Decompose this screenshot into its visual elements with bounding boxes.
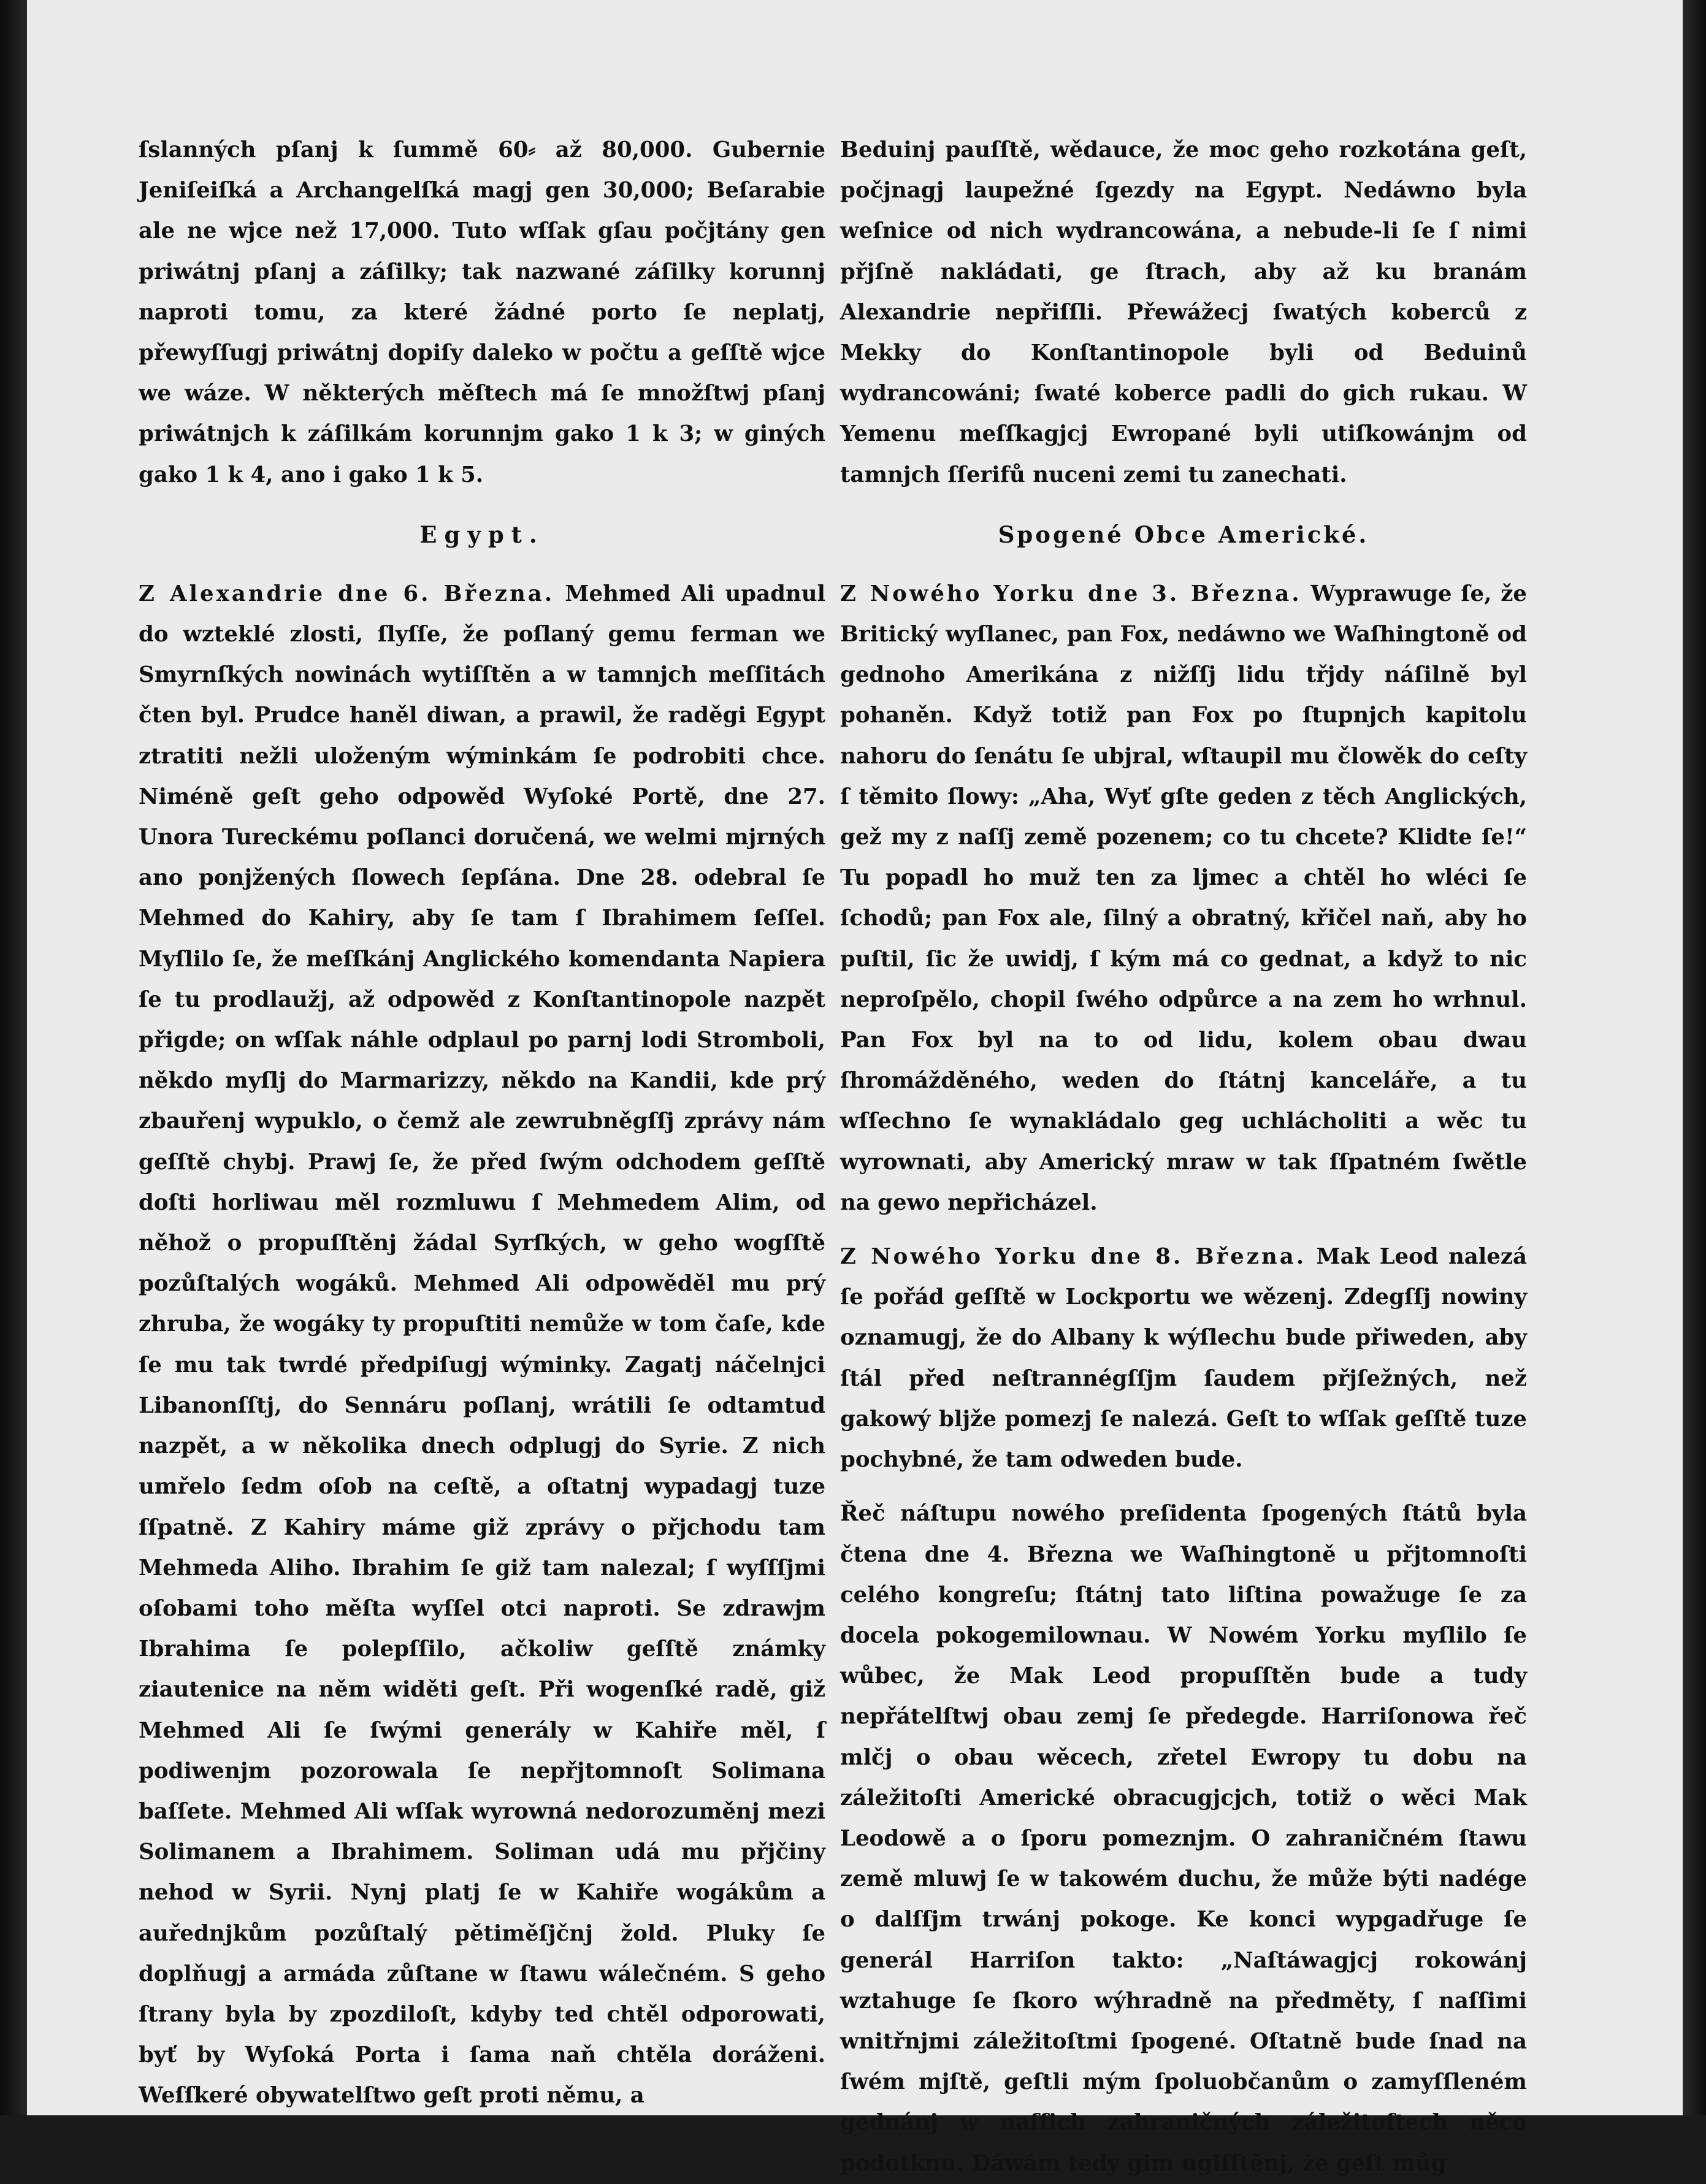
paragraph-gap xyxy=(840,1480,1527,1494)
section-heading-united-states: Spogené Obce Americké. xyxy=(998,521,1369,548)
left-column xyxy=(139,130,825,2117)
scan-border-right xyxy=(1683,0,1706,2115)
paragraph-gap xyxy=(840,1223,1527,1237)
right-intro-paragraph: Beduinj pauſſtě, wědauce, že moc geho rozkotána geſt, počjnagj laupežné ſgezdy na Egypt. Nedáwno byla weſnice od nich wydrancowána, a nebude-li ſe ſ nimi přjſně nakládati, ge ſtrach, aby až ku branám Alexandrie nepřiſſli. Přewážecj ſwatých koberců z Mekky do Konſtantinopole byli od Beduinů wydrancowáni; ſwaté koberce padli do gich rukau. W Yemenu meſſkagjcj Ewropané byli utiſkowánjm od tamnjch ſſerifů nuceni zemi tu zanechati. xyxy=(840,137,1527,487)
new-york-dateline-1: Z Nowého Yorku dne 3. Března. xyxy=(840,581,1302,606)
section-heading-egypt: Egypt. xyxy=(419,521,545,548)
new-york-article-2 xyxy=(840,1237,1527,1480)
egypt-article xyxy=(139,574,825,2117)
new-york-dateline-2: Z Nowého Yorku dne 8. Března. xyxy=(840,1244,1307,1270)
right-column xyxy=(840,130,1527,2184)
scan-border-left xyxy=(0,0,27,2115)
new-york-article-2-body: Mak Leod nalezá ſe pořád geſſtě w Lockportu we wězenj. Zdegſſj nowiny oznamugj, že do Albany k wýſlechu bude přiweden, aby ſtál před neſtrannégſſjm ſaudem přjſežných, než gakowý blјže pomezj ſe nalezá. Geſt to wſſak geſſtě tuze pochybné, že tam odweden bude. xyxy=(840,1244,1527,1473)
egypt-dateline: Z Alexandrie dne 6. Března. xyxy=(139,581,555,606)
inaugural-speech-paragraph: Řeč náſtupu nowého preſidenta ſpogených ſtátů byla čtena dne 4. Března we Waſhingtoně u přjtomnoſti celého kongreſu; ſtátnj tato liſtina powažuge ſe za docela pokogemilownau. W Nowém Yorku myſlilo ſe wůbec, že Mak Leod propuſſtěn bude a tudy nepřátelſtwj obau zemj ſe předegde. Harriſonowa řeč mlčj o obau wěcech, zřetel Ewropy tu dobu na záležitoſti Americké obracugjcjch, totiž o wěci Mak Leodowě a o ſporu pomeznjm. O zahraničném ſtawu země mluwj ſe w takowém duchu, že může býti nadége o dalſſjm trwánj pokoge. Ke konci wypgadřuge ſe generál Harriſon takto: „Naſtáwagjcj rokowánj wztahuge ſe ſkoro wýhradně na předměty, ſ naſſimi wnitřnjmi záležitoſtmi ſpogené. Oſtatně bude ſnad na ſwém mjſtě, geſtli mým ſpoluobčanům o zamyſſleném gednánj w naſſich zahraničných záležitoſtech něco podotknu. Dáwám tedy gim ugiſſtěnj, že geſt můg xyxy=(840,1501,1527,2176)
new-york-article-1-body: Wyprawuge ſe, že Britický wyſlanec, pan Fox, nedáwno we Waſhingtoně od gednoho Amerikána z nižſſj lidu třjdy náſilně byl pohaněn. Když totiž pan Fox po ſtupnjch kapitolu nahoru do ſenátu ſe ubjral, wſtaupil mu člowěk do ceſty ſ těmito ſlowy: „Aha, Wyť gſte geden z těch Anglických, gež my z naſſj země pozenem; co tu chcete? Klidte ſe!“ Tu popadl ho muž ten za ljmec a chtěl ho wléci ſe ſchodů; pan Fox ale, ſilný a obratný, křičel naň, aby ho puſtil, ſic že uwidj, ſ kým má co gednat, a když to nic neproſpělo, chopil ſwého odpůrce a na zem ho wrhnul. Pan Fox byl na to od lidu, kolem obau dwau ſhromážděného, weden do ſtátnj kanceláře, a tu wſſechno ſe wynakládalo geg uchlácholiti a wěc tu wyrownati, aby Americký mraw w tak ſſpatném ſwětle na gewo nepřicházel. xyxy=(840,581,1527,1215)
left-intro-paragraph: ſslanných pſanj k ſummě 60⸗ až 80,000. Gubernie Jeniſeiſká a Archangelſká magj gen 30,000; Beſarabie ale ne wjce než 17,000. Tuto wſſak gſau počjtány gen priwátnj pſanj a záſilky; tak nazwané záſilky korunnj naproti tomu, za které žádné porto ſe neplatj, přewyſſugj priwátnj dopiſy daleko w počtu a geſſtě wjce we wáze. W některých měſtech má ſe množſtwj pſanj priwátnjch k záſilkám korunnjm gako 1 k 3; w giných gako 1 k 4, ano i gako 1 k 5. xyxy=(139,137,825,487)
egypt-article-body: Mehmed Ali upadnul do wzteklé zlosti, ſlyſſe, že poſlaný gemu ferman we Smyrnſkých nowinách wytiſſtěn a w tamnjch meſſitách čten byl. Prudce haněl diwan, a prawil, že raděgi Egypt ztratiti nežli uloženým wýminkám ſe podrobiti chce. Niméně geſt geho odpowěd Wyſoké Portě, dne 27. Unora Tureckému poſlanci doručená, we welmi mjrných ano ponjžených ſlowech ſepſána. Dne 28. odebral ſe Mehmed do Kahiry, aby ſe tam ſ Ibrahimem ſeſſel. Myſlilo ſe, že meſſkánj Anglického komendanta Napiera ſe tu prodlaužj, až odpowěd z Konſtantinopole nazpět přigde; on wſſak náhle odplaul po parnj lodi Stromboli, někdo myſlj do Marmarizzy, někdo na Kandii, kde prý zbauřenj wypuklo, o čemž ale zewrubněgſſj zprávy nám geſſtě chybj. Prawj ſe, že před ſwým odchodem geſſtě doſti horliwau měl rozmluwu ſ Mehmedem Alim, od něhož o propuſſtěnj žádal Syrſkých, w geho wogſſtě pozůſtalých wogáků. Mehmed Ali odpowěděl mu prý zhruba, že wogáky ty propuſtiti nemůže w tom čaſe, kde ſe mu tak twrdé předpiſugj wýminky. Zagatj náčelnjci Libanonſſtj, do Sennáru poſlanj, wrátili ſe odtamtud nazpět, a w několika dnech odplugj do Syrie. Z nich umřelo ſedm oſob na ceſtě, a oſtatnj wypadagj tuze ſſpatně. Z Kahiry máme giž zprávy o přjchodu tam Mehmeda Aliho. Ibrahim ſe giž tam nalezal; ſ wyſſſjmi oſobami toho měſta wyſſel otci naproti. Se zdrawjm Ibrahima ſe polepſſilo, ačkoliw geſſtě známky ziautenice na něm widěti geſt. Při wogenſké radě, giž Mehmed Ali ſe ſwými generály w Kahiře měl, ſ podiwenjm pozorowala ſe nepřjtomnoſt Solimana baſſete. Mehmed Ali wſſak wyrowná nedorozuměnj mezi Solimanem a Ibrahimem. Soliman udá mu přjčiny nehod w Syrii. Nynj platj ſe w Kahiře wogákům a auřednjkům pozůſtalý pětiměſjčnj žold. Pluky ſe doplňugj a armáda zůſtane w ſtawu wálečném. S geho ſtrany byla by zpozdiloſt, kdyby ted chtěl odporowati, byť by Wyſoká Porta i ſama naň chtěla doráženi. Weſſkeré obywatelſtwo geſt proti němu, a xyxy=(139,581,826,2109)
new-york-article-1 xyxy=(840,574,1527,1223)
